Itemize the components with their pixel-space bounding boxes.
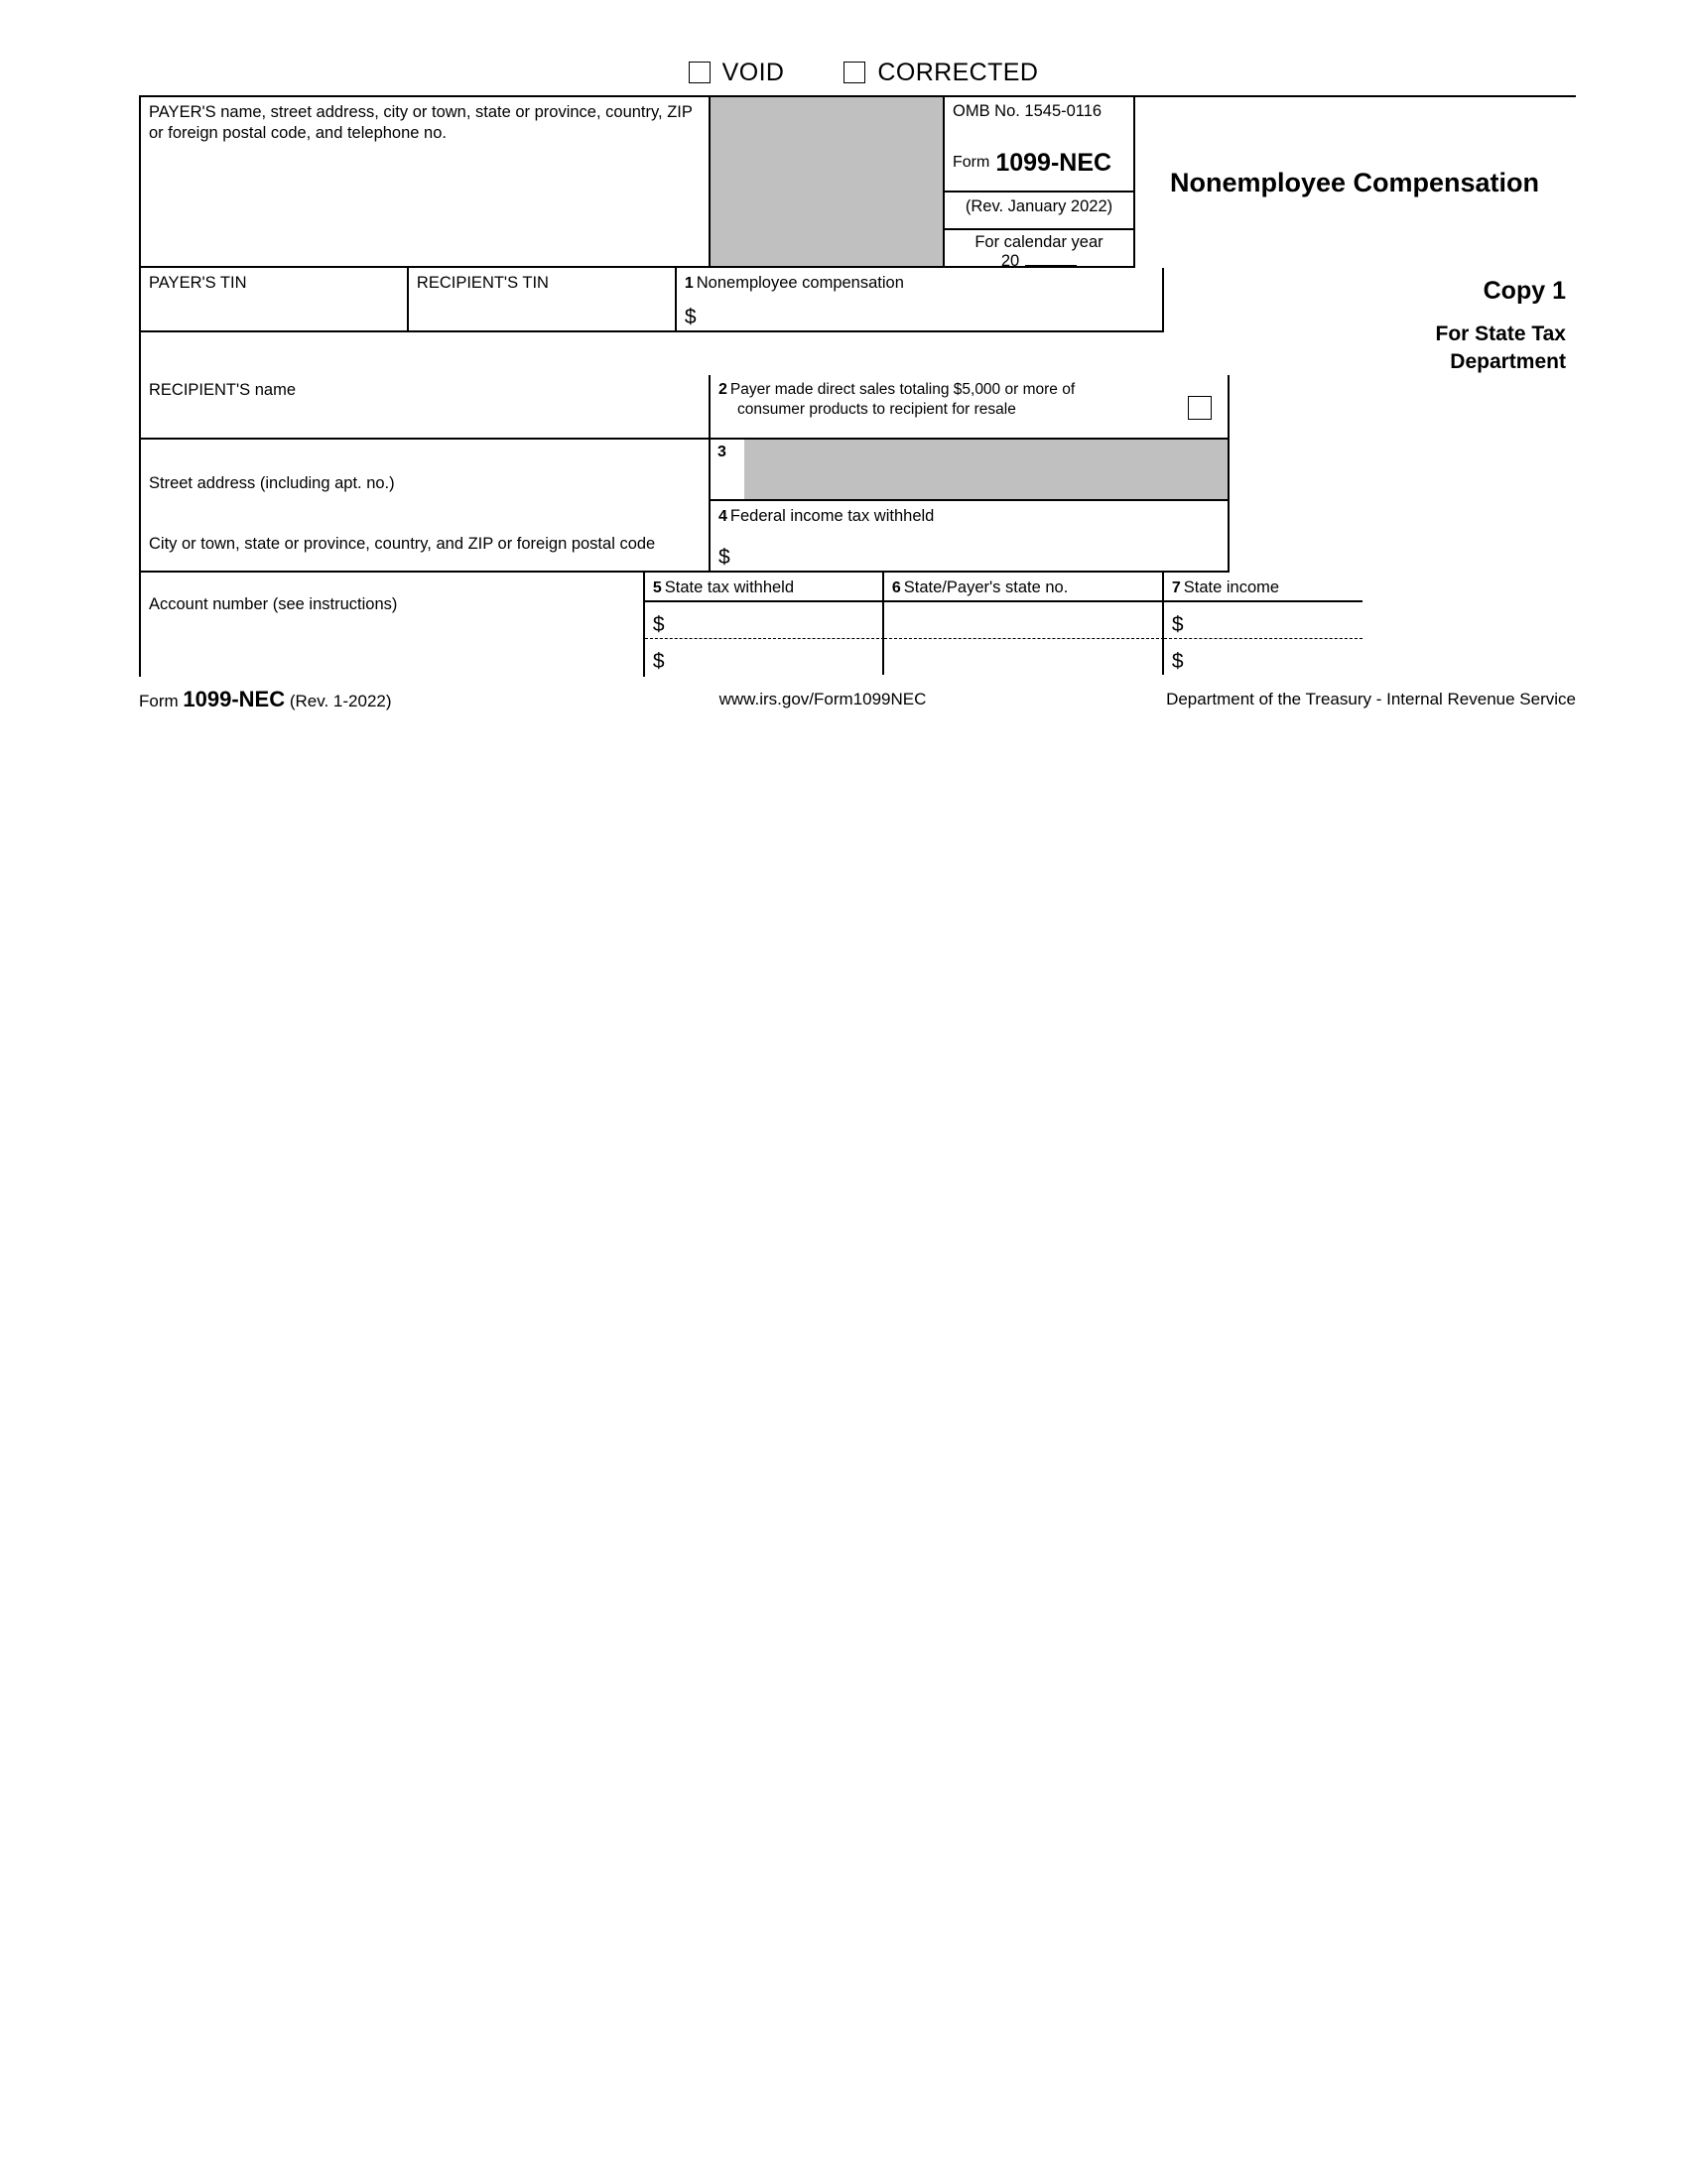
box6-label-line [892,578,1154,598]
street-address-field[interactable] [141,440,711,501]
form-body [139,95,1576,677]
copy-for-line1: For State Tax [1435,322,1566,346]
form-title-box [1135,97,1574,268]
footer-form-identifier [139,687,566,712]
right-spacer-3 [1230,501,1470,573]
form-number: 1099-NEC [995,148,1112,177]
payer-tin-label: PAYER'S TIN [149,274,247,292]
payer-tin-field[interactable] [141,268,409,332]
omb-number: OMB No. 1545-0116 [953,102,1103,120]
recipient-name-row [141,375,1576,440]
state-header-row [645,573,1363,602]
box2-label-a: Payer made direct sales totaling $5,000 or more of [729,380,1076,398]
copy-for-line2: Department [1450,349,1566,373]
recipient-tin-label: RECIPIENT'S TIN [416,274,549,292]
box6-value-2[interactable] [884,639,1164,675]
box7-value-1[interactable] [1164,602,1363,639]
box2-direct-sales[interactable] [711,375,1230,440]
box7-label: State income [1183,578,1280,596]
right-spacer-2 [1230,440,1470,501]
box3-reserved [711,440,1230,501]
street-row [141,440,1576,501]
box5-header [645,573,884,602]
calendar-year-label: For calendar year [974,233,1103,251]
box5-number: 5 [652,578,662,596]
form-word: Form [953,154,990,171]
box4-label-line [718,506,1220,527]
year-blank-line[interactable] [1025,265,1077,266]
state-section-row [141,573,1576,677]
box2-number: 2 [718,380,727,398]
state-values-row-2 [645,639,1363,675]
form-revision: (Rev. January 2022) [945,191,1133,228]
box5-currency-symbol-1: $ [652,612,665,636]
state-values-row-1 [645,602,1363,639]
header-row [141,97,1576,268]
void-corrected-row [139,55,1588,90]
form-identifier [945,135,1133,191]
box2-label-line1 [718,380,1220,400]
copy-label: Copy 1 [1483,277,1566,305]
box1-nonemployee-compensation[interactable] [677,268,1164,332]
footer-form-word: Form [139,692,179,710]
box5-value-2[interactable] [645,639,884,675]
footer-form-number: 1099-NEC [183,687,286,711]
recipient-tin-field[interactable] [409,268,677,332]
box1-number: 1 [684,275,694,292]
account-number-label: Account number (see instructions) [149,594,398,613]
form-title: Nonemployee Compensation [1169,167,1540,197]
box6-number: 6 [891,578,901,596]
header-grey-strip [711,97,945,268]
account-number-field[interactable] [141,573,645,677]
calendar-year-block [945,228,1133,268]
void-checkbox[interactable] [689,62,711,83]
footer-agency: Department of the Treasury - Internal Revenue Service [1166,690,1576,708]
box7-currency-symbol-1: $ [1171,612,1184,636]
box1-label-line [685,273,1154,294]
tin-row [141,268,1576,375]
footer-url[interactable]: www.irs.gov/Form1099NEC [718,690,927,708]
corrected-checkbox[interactable] [844,62,865,83]
city-state-zip-label: City or town, state or province, country, and ZIP or foreign postal code [149,534,656,553]
box7-value-2[interactable] [1164,639,1363,675]
void-label: VOID [721,58,785,86]
box3-number: 3 [711,440,744,499]
right-spacer-1 [1230,375,1470,440]
payer-info-field[interactable] [141,97,711,268]
city-state-zip-field[interactable] [141,501,711,573]
corrected-label: CORRECTED [877,58,1039,86]
box7-header [1164,573,1363,602]
box2-label-line2-wrap [718,400,1220,420]
year-prefix: 20 [1000,252,1020,270]
box6-label: State/Payer's state no. [903,578,1069,596]
copy-designation-block [1164,268,1576,375]
recipient-name-label: RECIPIENT'S name [149,380,297,399]
form-footer [139,685,1576,714]
box1-label: Nonemployee compensation [696,274,904,292]
box6-value-1[interactable] [884,602,1164,639]
box4-label: Federal income tax withheld [729,506,935,525]
corrected-checkbox-group[interactable] [844,59,1038,87]
right-spacer-4 [1363,573,1576,677]
box2-checkbox[interactable] [1188,396,1212,420]
state-columns [645,573,1363,677]
box1-currency-symbol: $ [684,306,697,328]
box3-grey-area [744,440,1228,499]
box3-inner [711,440,1228,499]
box4-number: 4 [718,507,727,525]
box7-label-line [1172,578,1355,598]
payer-info-label: PAYER'S name, street address, city or town, state or province, country, ZIP or foreign postal code, and telephone no. [149,103,693,142]
box6-header [884,573,1164,602]
box5-value-1[interactable] [645,602,884,639]
recipient-name-field[interactable] [141,375,711,440]
box4-federal-income-tax-withheld[interactable] [711,501,1230,573]
city-row [141,501,1576,573]
box5-label: State tax withheld [664,578,795,596]
box5-label-line [653,578,874,598]
footer-revision: (Rev. 1-2022) [289,692,392,710]
void-checkbox-group[interactable] [689,59,785,87]
omb-column [945,97,1135,268]
box4-currency-symbol: $ [718,545,730,569]
box7-number: 7 [1171,578,1181,596]
street-address-label: Street address (including apt. no.) [149,473,395,492]
box2-label-b: consumer products to recipient for resale [737,401,1016,419]
box5-currency-symbol-2: $ [652,649,665,673]
box7-currency-symbol-2: $ [1171,649,1184,673]
